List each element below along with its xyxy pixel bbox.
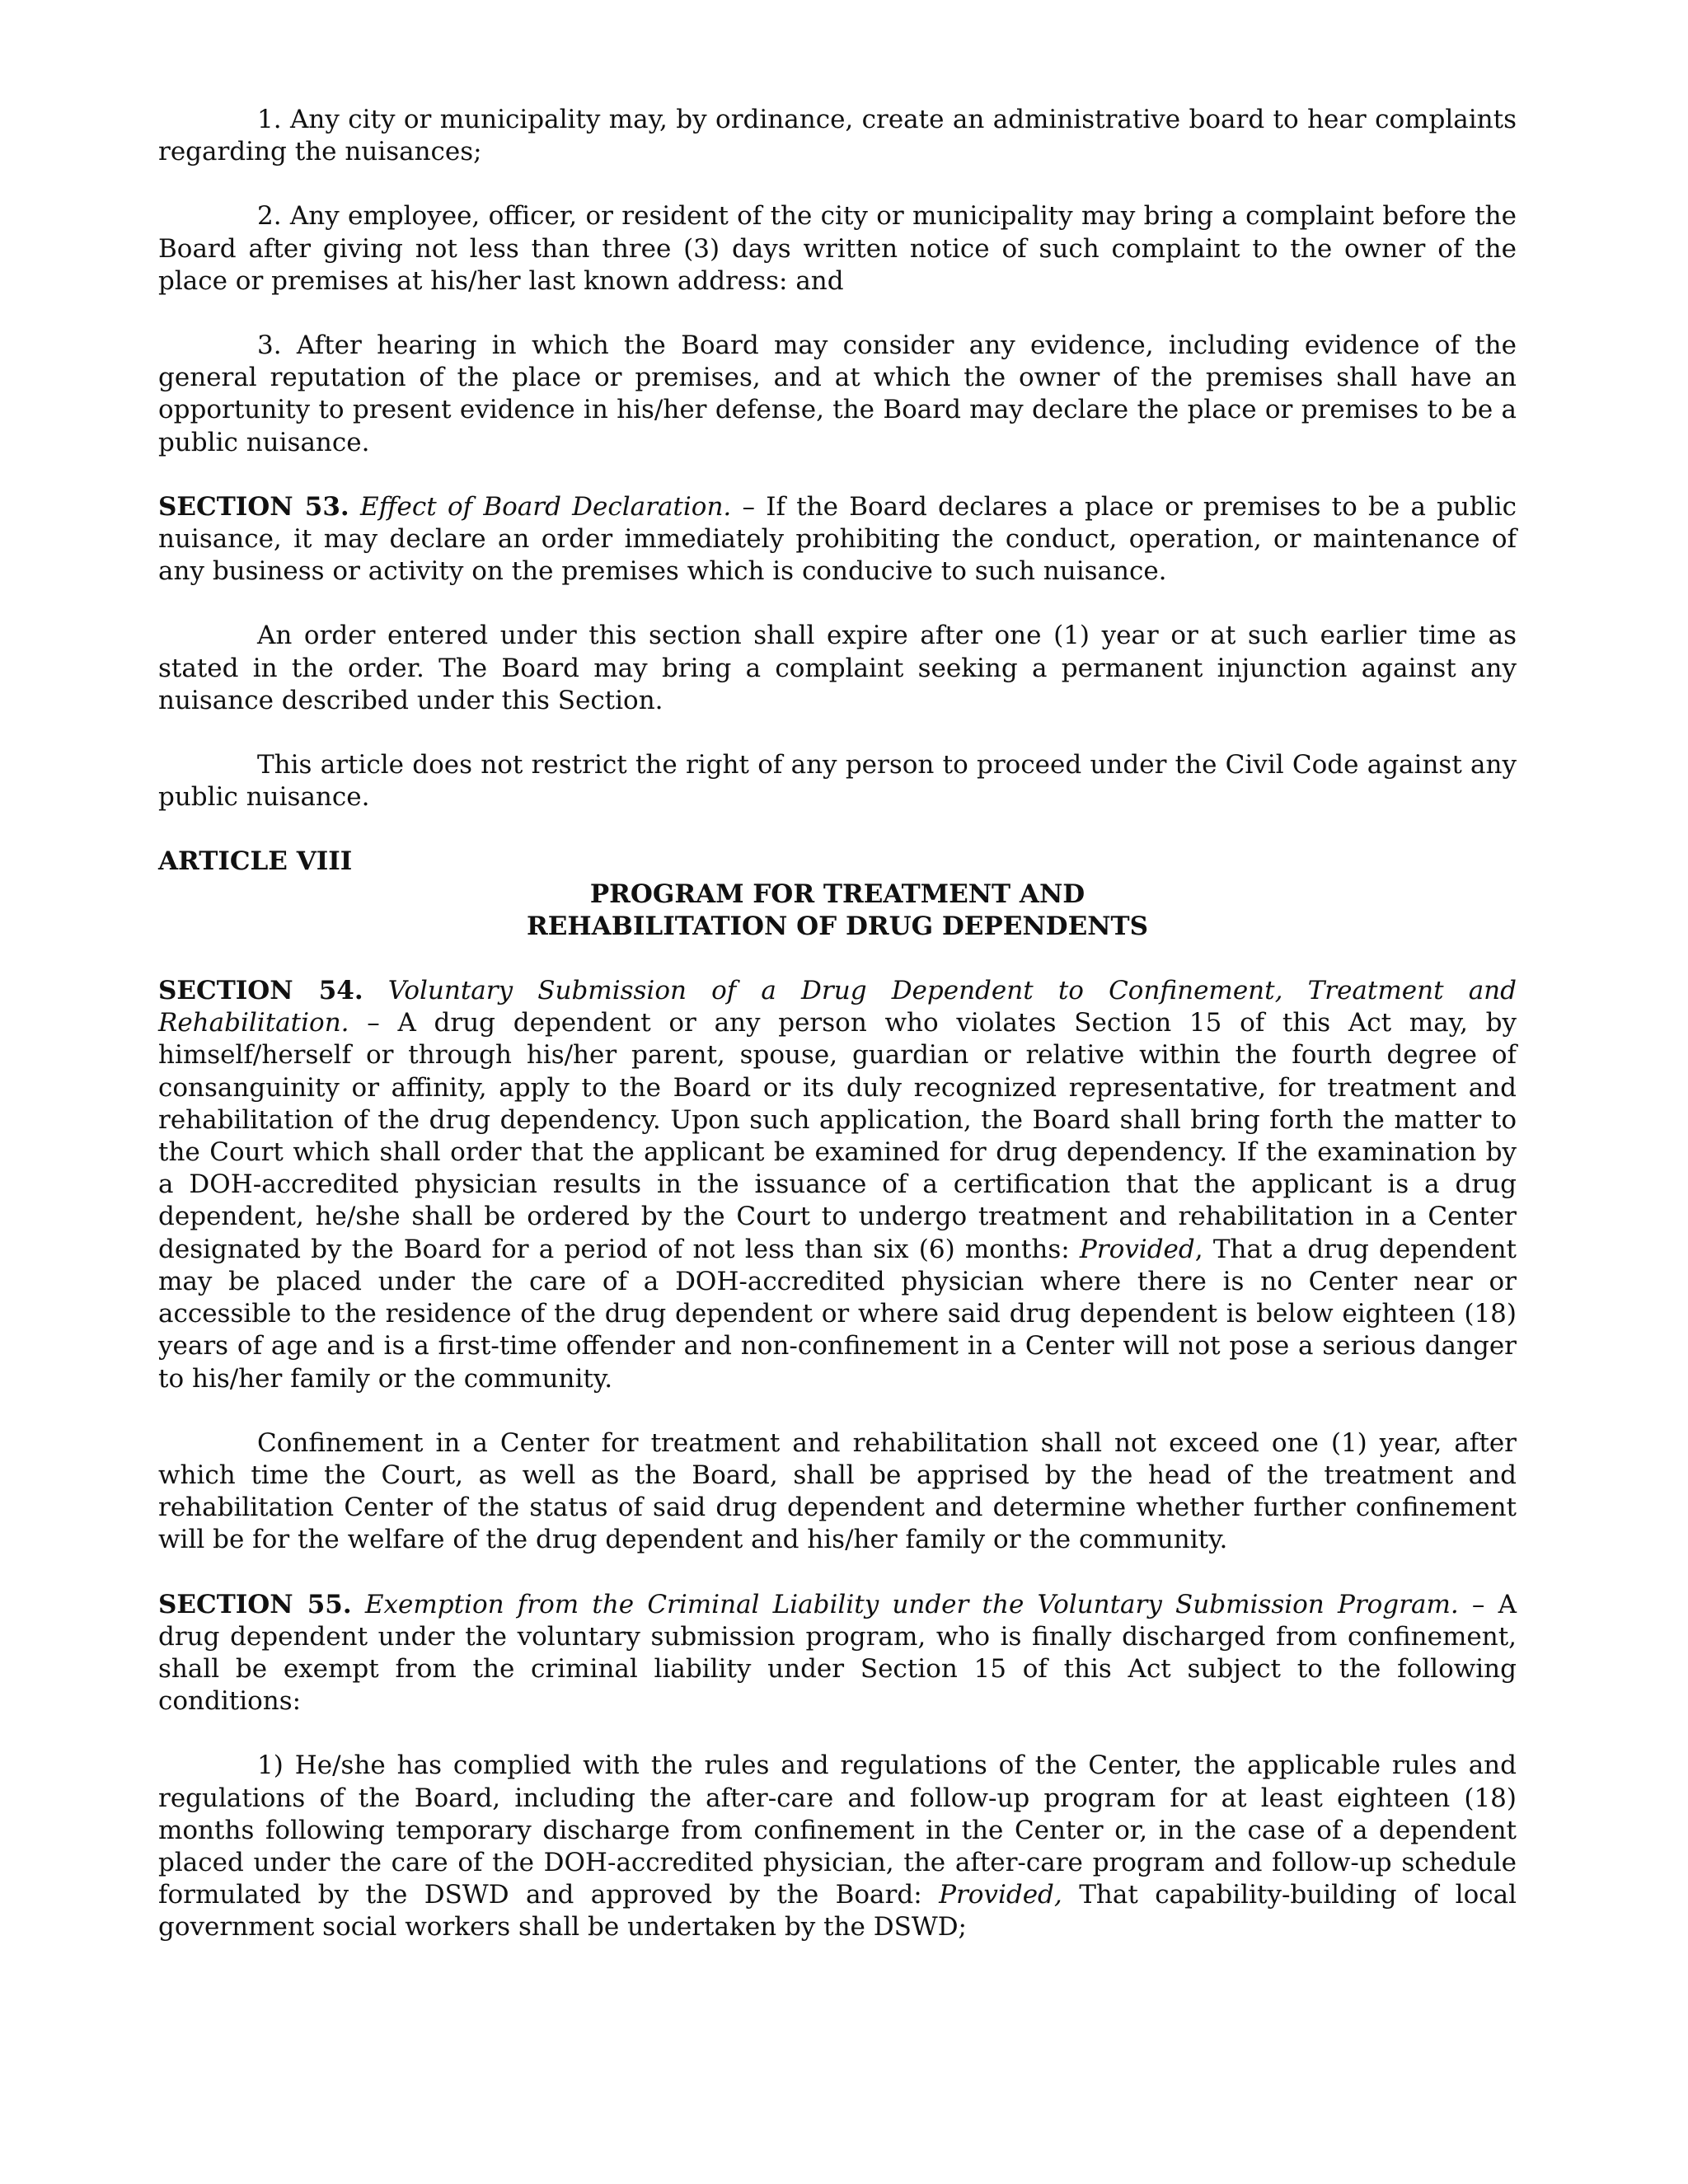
condition-1-text-b: That capability-building of local government social workers shall be undertaken by the DSWD; (158, 1880, 1517, 1943)
section-54-provided: Provided (1079, 1234, 1195, 1264)
section-54-body-a: – A drug dependent or any person who violates Section 15 of this Act may, by himself/herself or through his/her parent, spouse, guardian or relative within the fourth degree of consanguinity or affinity, apply to the Board or its duly recognized representative, for treatment and rehabilitation of the drug dependency. Upon such application, the Board shall bring forth the matter to the Court which shall order that the applicant be examined for drug dependency. If the examination by a DOH-accredited physician results in the issuance of a certification that the applicant is a drug dependent, he/she shall be ordered by the Court to undergo treatment and rehabilitation in a Center designated by the Board for a period of not less than six (6) months: (158, 1008, 1517, 1264)
section-55-heading: SECTION 55. (158, 1589, 352, 1619)
section-53-body: – If the Board declares a place or premises to be a public nuisance, it may declare an order immediately prohibiting the conduct, operation, or maintenance of any business or activity on the premises which is conducive to such nuisance. (158, 491, 1517, 587)
section-54 (158, 975, 1517, 1395)
section-55 (158, 1589, 1517, 1718)
paragraph-item-3: 3. After hearing in which the Board may consider any evidence, including evidence of the general reputation of the place or premises, and at which the owner of the premises shall have an opportunity to present evidence in his/her defense, the Board may declare the place or premises to be a public nuisance. (158, 330, 1517, 457)
paragraph-item-2: 2. Any employee, officer, or resident of the city or municipality may bring a complaint before the Board after giving not less than three (3) days written notice of such complaint to the owner of the place or premises at his/her last known address: and (158, 201, 1517, 296)
section-55-title: Exemption from the Criminal Liability under the Voluntary Submission Program. (364, 1589, 1459, 1619)
document-page (158, 104, 1517, 1976)
article-title-line-2: REHABILITATION OF DRUG DEPENDENTS (526, 911, 1148, 941)
article-title (158, 879, 1517, 943)
section-54-heading: SECTION 54. (158, 976, 363, 1006)
article-label: ARTICLE VIII (158, 846, 353, 877)
section-53-paragraph-2: An order entered under this section shall expire after one (1) year or at such earlier time as stated in the order. The Board may bring a complaint seeking a permanent injunction against any nuisance described under this Section. (158, 621, 1517, 715)
section-54-title: Voluntary Submission of a Drug Dependent to Confinement, Treatment and Rehabilitation. (158, 976, 1517, 1038)
section-53 (158, 491, 1517, 588)
condition-1-provided: Provided, (939, 1880, 1062, 1910)
section-54-body-b: , That a drug dependent may be placed under the care of a DOH-accredited physician where there is no Center near or accessible to the residence of the drug dependent or where said drug dependent is below eighteen (18) years of age and is a first-time offender and non-confinement in a Center will not pose a serious danger to his/her family or the community. (158, 1234, 1517, 1394)
section-53-title: Effect of Board Declaration. (359, 491, 732, 522)
section-53-heading: SECTION 53. (158, 491, 349, 522)
section-54-paragraph-2: Confinement in a Center for treatment and rehabilitation shall not exceed one (1) year, after which time the Court, as well as the Board, shall be apprised by the head of the treatment and rehabilitation Center of the status of said drug dependent and determine whether further confinement will be for the welfare of the drug dependent and his/her family or the community. (158, 1427, 1517, 1555)
section-55-condition-1 (158, 1750, 1517, 1943)
condition-1-text-a: 1) He/she has complied with the rules and regulations of the Center, the applicable rules and regulations of the Board, including the after-care and follow-up program for at least eighteen (18) months following temporary discharge from confinement in the Center or, in the case of a dependent placed under the care of the DOH-accredited physician, the after-care program and follow-up schedule formulated by the DSWD and approved by the Board: (158, 1750, 1517, 1910)
article-title-line-1: PROGRAM FOR TREATMENT AND (589, 879, 1085, 909)
section-55-body: – A drug dependent under the voluntary submission program, who is finally discharged from confinement, shall be exempt from the criminal liability under Section 15 of this Act subject to the following conditions: (158, 1589, 1517, 1717)
paragraph-item-1: 1. Any city or municipality may, by ordinance, create an administrative board to hear complaints regarding the nuisances; (158, 105, 1517, 167)
section-53-paragraph-3: This article does not restrict the right of any person to proceed under the Civil Code against any public nuisance. (158, 750, 1517, 813)
